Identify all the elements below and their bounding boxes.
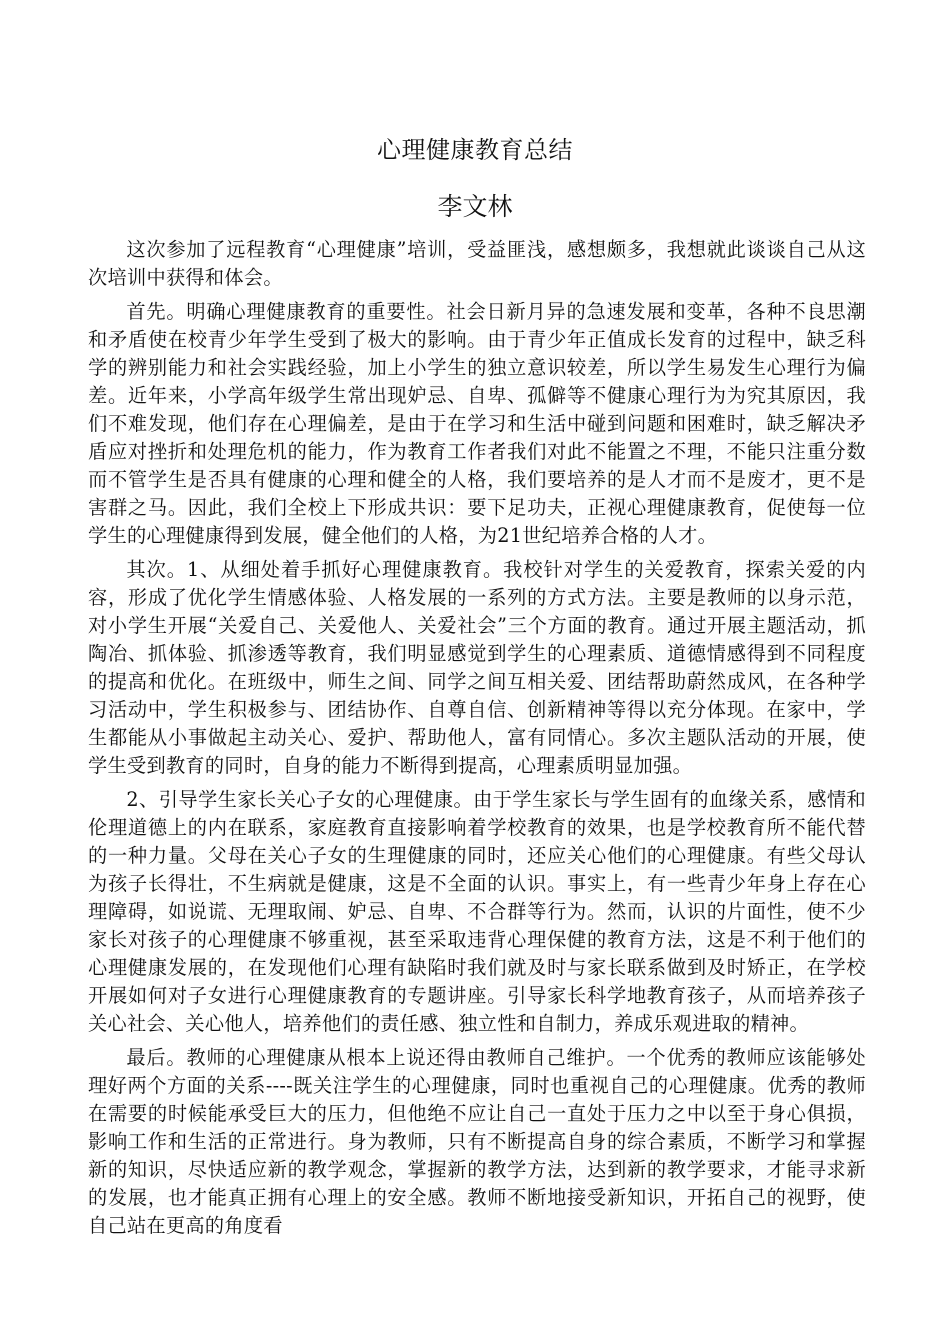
paragraph-first: 首先。明确心理健康教育的重要性。社会日新月异的急速发展和变革，各种不良思潮和矛盾使在校青少年学生受到了极大的影响。由于青少年正值成长发育的过程中，缺乏科学的辨别能力和社会实践经验，加上小学生的独立意识较差，所以学生易发生心理行为偏差。近年来，小学高年级学生常出现妒忌、自卑、孤僻等不健康心理行为为究其原因，我们不难发现，他们存在心理偏差，是由于在学习和生活中碰到问题和困难时，缺乏解决矛盾应对挫折和处理危机的能力，作为教育工作者我们对此不能置之不理，不能只注重分数而不管学生是否具有健康的心理和健全的人格，我们要培养的是人才而不是废才，更不是害群之马。因此，我们全校上下形成共识：要下足功夫，正视心理健康教育，促使每一位学生的心理健康得到发展，健全他们的人格，为21世纪培养合格的人才。 <box>88 300 866 547</box>
paragraph-intro: 这次参加了远程教育“心理健康”培训，受益匪浅，感想颇多，我想就此谈谈自己从这次培训中获得和体会。 <box>88 238 866 289</box>
paragraph-last: 最后。教师的心理健康从根本上说还得由教师自己维护。一个优秀的教师应该能够处理好两个方面的关系----既关注学生的心理健康，同时也重视自己的心理健康。优秀的教师在需要的时候能承受巨大的压力，但他绝不应让自己一直处于压力之中以至于身心俱损，影响工作和生活的正常进行。身为教师，只有不断提高自身的综合素质，不断学习和掌握新的知识，尽快适应新的教学观念，掌握新的教学方法，达到新的教学要求，才能寻求新的发展，也才能真正拥有心理上的安全感。教师不断地接受新知识，开拓自己的视野，使自己站在更高的角度看 <box>88 1046 866 1237</box>
paragraph-second: 其次。1、从细处着手抓好心理健康教育。我校针对学生的关爱教育，探索关爱的内容，形成了优化学生情感体验、人格发展的一系列的方式方法。主要是教师的以身示范，对小学生开展“关爱自己、关爱他人、关爱社会”三个方面的教育。通过开展主题活动，抓陶冶、抓体验、抓渗透等教育，我们明显感觉到学生的心理素质、道德情感得到不同程度的提高和优化。在班级中，师生之间、同学之间互相关爱、团结帮助蔚然成风，在各种学习活动中，学生积极参与、团结协作、自尊自信、创新精神等得以充分体现。在家中，学生都能从小事做起主动关心、爱护、帮助他人，富有同情心。多次主题队活动的开展，使学生受到教育的同时，自身的能力不断得到提高，心理素质明显加强。 <box>88 558 866 777</box>
document-body <box>88 236 866 1246</box>
paragraph-parents: 2、引导学生家长关心子女的心理健康。由于学生家长与学生固有的血缘关系，感情和伦理道德上的内在联系，家庭教育直接影响着学校教育的效果，也是学校教育所不能代替的一种力量。父母在关心子女的生理健康的同时，还应关心他们的心理健康。有些父母认为孩子长得壮，不生病就是健康，这是不全面的认识。事实上，有一些青少年身上存在心理障碍，如说谎、无理取闹、妒忌、自卑、不合群等行为。然而，认识的片面性，使不少家长对孩子的心理健康不够重视，甚至采取违背心理保健的教育方法，这是不利于他们的心理健康发展的，在发现他们心理有缺陷时我们就及时与家长联系做到及时矫正，在学校开展如何对子女进行心理健康教育的专题讲座。引导家长科学地教育孩子，从而培养孩子关心社会、关心他人，培养他们的责任感、独立性和自制力，养成乐观进取的精神。 <box>88 788 866 1035</box>
document-author: 李文林 <box>437 192 513 221</box>
document-title: 心理健康教育总结 <box>377 136 573 164</box>
